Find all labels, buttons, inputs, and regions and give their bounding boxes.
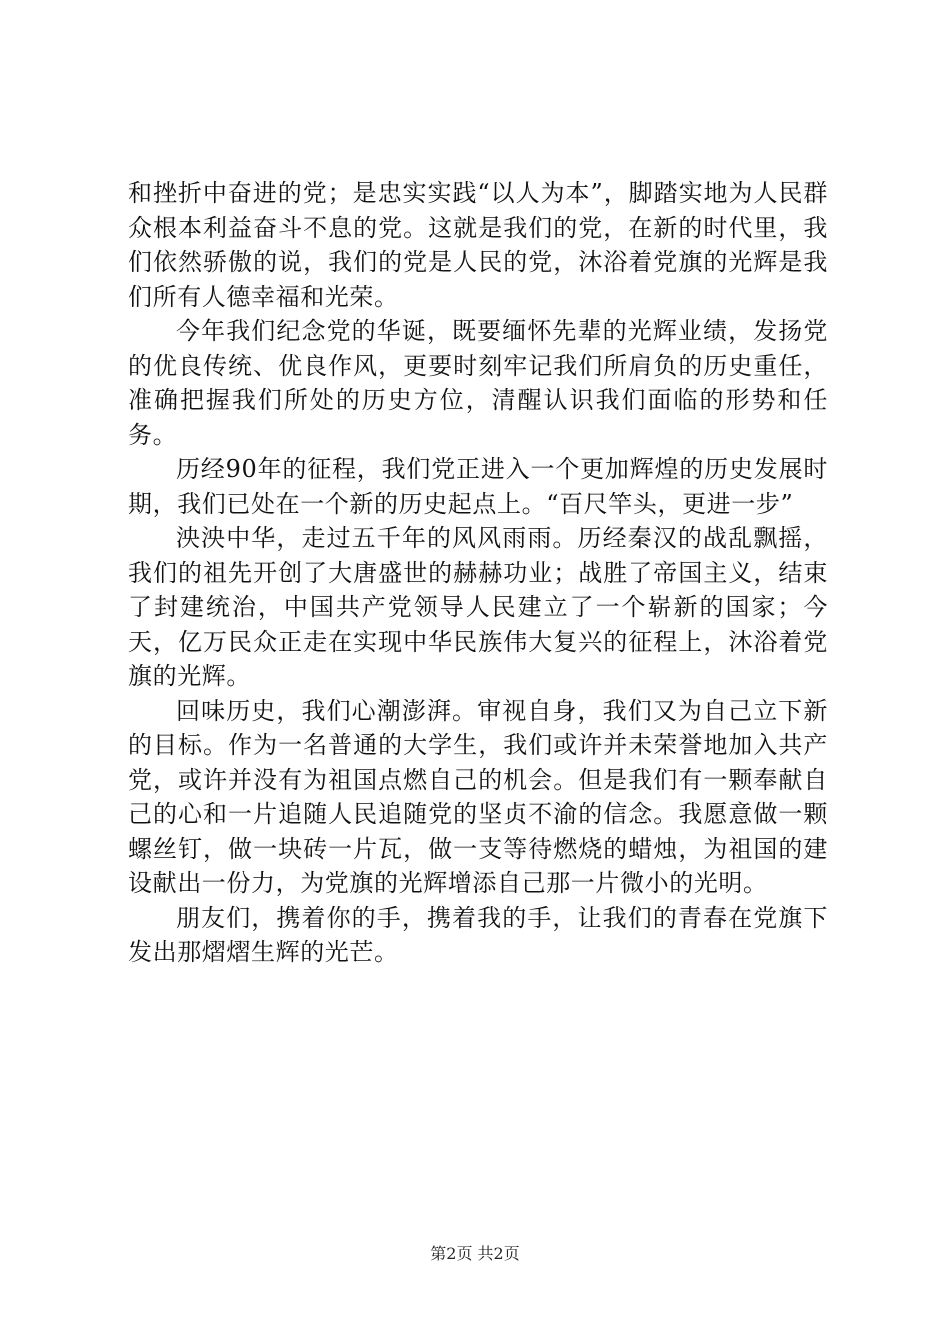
document-body bbox=[128, 176, 828, 970]
paragraph-90-years: 历经90年的征程，我们党正进入一个更加辉煌的历史发展时期，我们已处在一个新的历史起点上。“百尺竿头，更进一步” bbox=[128, 455, 828, 518]
paragraph-commemoration: 今年我们纪念党的华诞，既要缅怀先辈的光辉业绩，发扬党的优良传统、优良作风，更要时刻牢记我们所肩负的历史重任，准确把握我们所处的历史方位，清醒认识我们面临的形势和任务。 bbox=[128, 317, 828, 449]
paragraph-reflection: 回味历史，我们心潮澎湃。审视自身，我们又为自己立下新的目标。作为一名普通的大学生，我们或许并未荣誉地加入共产党，或许并没有为祖国点燃自己的机会。但是我们有一颗奉献自己的心和一片追随人民追随党的坚贞不渝的信念。我愿意做一颗螺丝钉，做一块砖一片瓦，做一支等待燃烧的蜡烛，为祖国的建设献出一份力，为党旗的光辉增添自己那一片微小的光明。 bbox=[128, 696, 828, 897]
paragraph-closing: 朋友们，携着你的手，携着我的手，让我们的青春在党旗下发出那熠熠生辉的光芒。 bbox=[128, 903, 828, 966]
page-footer: 第2页 共2页 bbox=[430, 1244, 520, 1263]
paragraph-china-history: 泱泱中华，走过五千年的风风雨雨。历经秦汉的战乱飘摇，我们的祖先开创了大唐盛世的赫赫功业；战胜了帝国主义，结束了封建统治，中国共产党领导人民建立了一个崭新的国家；今天，亿万民众正走在实现中华民族伟大复兴的征程上，沐浴着党旗的光辉。 bbox=[128, 524, 828, 690]
paragraph-continued: 和挫折中奋进的党；是忠实实践“以人为本”，脚踏实地为人民群众根本利益奋斗不息的党。这就是我们的党，在新的时代里，我们依然骄傲的说，我们的党是人民的党，沐浴着党旗的光辉是我们所有人德幸福和光荣。 bbox=[128, 179, 828, 311]
